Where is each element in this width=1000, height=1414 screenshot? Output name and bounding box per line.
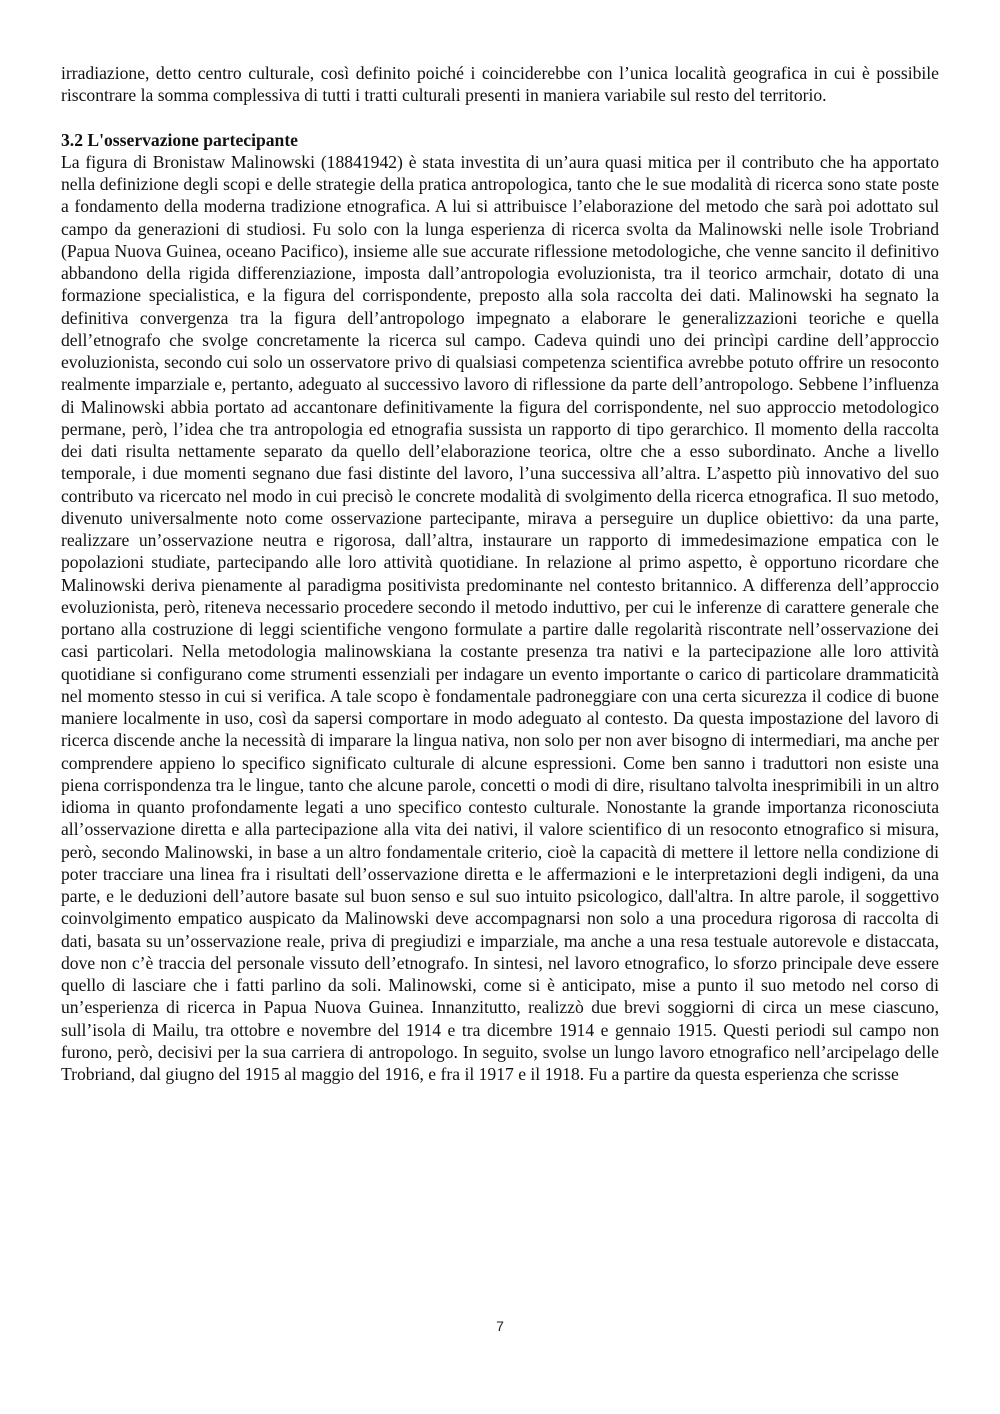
paragraph-spacer: [61, 107, 939, 129]
section-heading: 3.2 L'osservazione partecipante: [61, 129, 298, 150]
section-body-paragraph: La figura di Bronistaw Malinowski (18841942) è stata investita di un’aura quasi mitica per il contributo che ha apportato nella definizione degli scopi e delle strategie della pratica antropologica, tanto che le sue modalità di ricerca sono state poste a fondamento della moderna tradizione etnografica. A lui si attribuisce l’elaborazione del metodo che sarà poi adottato sul campo da generazioni di studiosi. Fu solo con la lunga esperienza di ricerca svolta da Malinowski nelle isole Trobriand (Papua Nuova Guinea, oceano Pacifico), insieme alle sue accurate riflessione metodologiche, che venne sancito il definitivo abbandono della rigida differenziazione, imposta dall’antropologia evoluzionista, tra il teorico armchair, dotato di una formazione specialistica, e la figura del corrispondente, preposto alla sola raccolta dei dati. Malinowski ha segnato la definitiva convergenza tra la figura dell’antropologo impegnato a elaborare le generalizzazioni teoriche e quella dell’etnografo che svolge concretamente la ricerca sul campo. Cadeva quindi uno dei princìpi cardine dell’approccio evoluzionista, secondo cui solo un osservatore privo di qualsiasi competenza scientifica avrebbe potuto offrire un resoconto realmente imparziale e, pertanto, adeguato al successivo lavoro di riflessione da parte dell’antropologo. Sebbene l’influenza di Malinowski abbia portato ad accantonare definitivamente la figura del corrispondente, nel suo approccio metodologico permane, però, l’idea che tra antropologia ed etnografia sussista un rapporto di tipo gerarchico. Il momento della raccolta dei dati risulta nettamente separato da quello dell’elaborazione teorica, oltre che a esso subordinato. Anche a livello temporale, i due momenti segnano due fasi distinte del lavoro, l’una successiva all’altra. L’aspetto più innovativo del suo contributo va ricercato nel modo in cui precisò le concrete modalità di svolgimento della ricerca etnografica. Il suo metodo, divenuto universalmente noto come osservazione partecipante, mirava a perseguire un duplice obiettivo: da una parte, realizzare un’osservazione neutra e rigorosa, dall’altra, instaurare un rapporto di immedesimazione empatica con le popolazioni studiate, partecipando alle loro attività quotidiane. In relazione al primo aspetto, è opportuno ricordare che Malinowski deriva pienamente al paradigma positivista predominante nel contesto britannico. A differenza dell’approccio evoluzionista, però, riteneva necessario procedere secondo il metodo induttivo, per cui le inferenze di carattere generale che portano alla costruzione di leggi scientifiche vengono formulate a partire dalle regolarità riscontrate nell’osservazione dei casi particolari. Nella metodologia malinowskiana la costante presenza tra nativi e la partecipazione alle loro attività quotidiane si configurano come strumenti essenziali per indagare un evento importante o carico di particolare drammaticità nel momento stesso in cui si verifica. A tale scopo è fondamentale padroneggiare con una certa sicurezza il codice di buone maniere localmente in uso, così da sapersi comportare in modo adeguato al contesto. Da questa impostazione del lavoro di ricerca discende anche la necessità di imparare la lingua nativa, non solo per non aver bisogno di intermediari, ma anche per comprendere appieno lo specifico significato culturale di alcune espressioni. Come ben sanno i traduttori non esiste una piena corrispondenza tra le lingue, tanto che alcune parole, concetti o modi di dire, risultano talvolta inesprimibili in un altro idioma in quanto profondamente legati a uno specifico contesto culturale. Nonostante la grande importanza riconosciuta all’osservazione diretta e alla partecipazione alla vita dei nativi, il valore scientifico di un resoconto etnografico si misura, però, secondo Malinowski, in base a un altro fondamentale criterio, cioè la capacità di mettere il lettore nella condizione di poter tracciare una linea fra i risultati dell’osservazione diretta e le affermazioni e le interpretazioni degli indigeni, da una parte, e le deduzioni dell’autore basate sul buon senso e sul suo intuito psicologico, dall'altra. In altre parole, il soggettivo coinvolgimento empatico auspicato da Malinowski deve accompagnarsi non solo a una procedura rigorosa di raccolta di dati, basata su un’osservazione reale, priva di pregiudizi e imparziale, ma anche a una resa testuale autorevole e distaccata, dove non c’è traccia del personale vissuto dell’etnografo. In sintesi, nel lavoro etnografico, lo sforzo principale deve essere quello di lasciare che i fatti parlino da soli. Malinowski, come si è anticipato, mise a punto il suo metodo nel corso di un’esperienza di ricerca in Papua Nuova Guinea. Innanzitutto, realizzò due brevi soggiorni di circa un mese ciascuno, sull’isola di Mailu, tra ottobre e novembre del 1914 e tra dicembre 1914 e gennaio 1915. Questi periodi sul campo non furono, però, decisivi per la sua carriera di antropologo. In seguito, svolse un lungo lavoro etnografico nell’arcipelago delle Trobriand, dal giugno del 1915 al maggio del 1916, e fra il 1917 e il 1918. Fu a partire da questa esperienza che scrisse: [61, 151, 939, 1084]
intro-paragraph: irradiazione, detto centro culturale, così definito poiché i coinciderebbe con l’unica località geografica in cui è possibile riscontrare la somma complessiva di tutti i tratti culturali presenti in maniera variabile sul resto del territorio.: [61, 63, 939, 106]
page-content: [61, 62, 939, 1085]
page-number: 7: [496, 1318, 504, 1334]
